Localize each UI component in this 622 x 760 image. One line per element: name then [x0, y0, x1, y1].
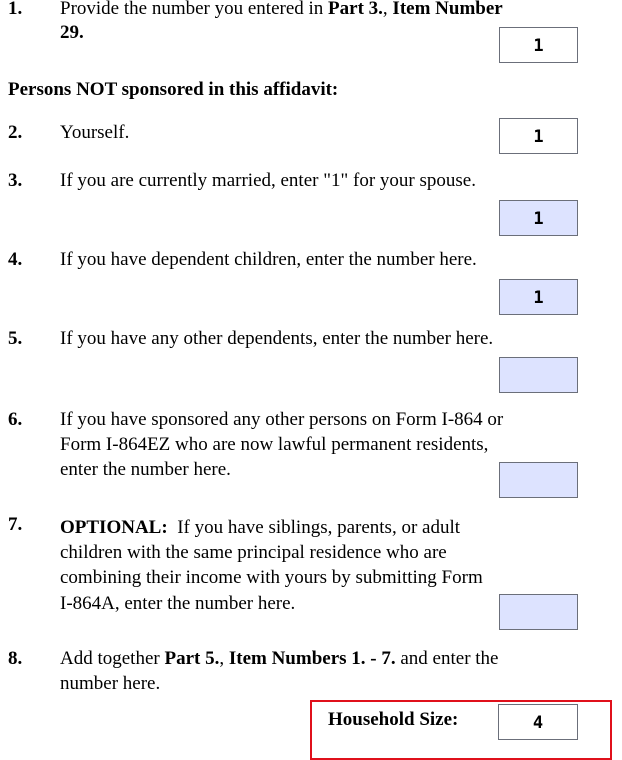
item-2-text: Yourself.: [60, 122, 130, 143]
item-8-part-ref: Part 5.: [164, 648, 220, 669]
item-7-text-line3: combining their income with yours by submitting Form: [60, 567, 483, 588]
item-7-input[interactable]: [499, 594, 578, 630]
item-3-number: 3.: [8, 170, 23, 191]
item-8-text-a: Add together: [60, 648, 165, 669]
item-8-item-ref: Item Numbers 1. - 7.: [228, 648, 396, 669]
item-1-text: [60, 0, 600, 21]
item-3-text: If you are currently married, enter "1" for your spouse.: [60, 170, 476, 191]
item-5-text: If you have any other dependents, enter the number here.: [60, 328, 494, 349]
section-heading: Persons NOT sponsored in this affidavit:: [8, 79, 339, 100]
item-6-text-line3: enter the number here.: [60, 459, 231, 480]
item-2-number: 2.: [8, 122, 23, 143]
item-7-text-a: If you have siblings, parents, or adult: [177, 517, 461, 538]
item-1-item-ref: Item Number: [392, 0, 503, 19]
item-4-number: 4.: [8, 249, 23, 270]
item-1-number: 1.: [8, 0, 23, 19]
item-8-text-line2: number here.: [60, 673, 161, 694]
item-1-comma: ,: [382, 0, 393, 19]
item-8-number: 8.: [8, 648, 23, 669]
household-size-label: Household Size:: [328, 709, 459, 730]
item-6-number: 6.: [8, 409, 23, 430]
item-8-text-line1: [60, 647, 600, 671]
item-2-input[interactable]: 1: [499, 118, 578, 154]
item-1-text-line2: 29.: [60, 22, 84, 43]
item-6-text-line2: Form I-864EZ who are now lawful permanent residents,: [60, 434, 489, 455]
item-1-input[interactable]: 1: [499, 27, 578, 63]
item-1-text-a: Provide the number you entered in: [60, 0, 329, 19]
item-5-number: 5.: [8, 328, 23, 349]
item-7-text-line1: [60, 516, 600, 540]
item-8-text-b: and enter the: [395, 648, 499, 669]
item-4-text: If you have dependent children, enter the number here.: [60, 249, 477, 270]
item-6-text-line1: If you have sponsored any other persons on Form I-864 or: [60, 409, 504, 430]
household-size-input[interactable]: 4: [498, 704, 578, 740]
item-1-part-ref: Part 3.: [328, 0, 383, 19]
item-7-text-line2: children with the same principal residence who are: [60, 542, 447, 563]
item-6-input[interactable]: [499, 462, 578, 498]
optional-label: OPTIONAL:: [60, 517, 168, 538]
item-3-input[interactable]: 1: [499, 200, 578, 236]
item-5-input[interactable]: [499, 357, 578, 393]
item-4-input[interactable]: 1: [499, 279, 578, 315]
item-8-comma: ,: [219, 648, 229, 669]
item-7-number: 7.: [8, 514, 23, 535]
item-7-text-line4: I-864A, enter the number here.: [60, 593, 296, 614]
